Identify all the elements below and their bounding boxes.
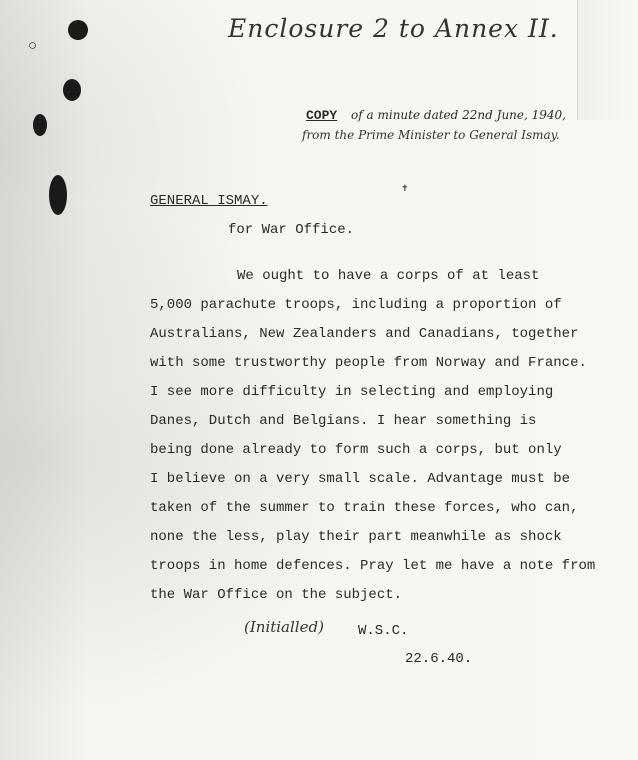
memo-addressee: GENERAL ISMAY. [150, 193, 268, 209]
punch-hole [68, 20, 88, 40]
copy-note-line2: from the Prime Minister to General Ismay. [302, 128, 560, 142]
paper-edge-fold [577, 0, 638, 120]
enclosure-annotation: Enclosure 2 to Annex II. [228, 14, 559, 43]
memo-body [150, 262, 595, 610]
body-line: taken of the summer to train these forces, who can, [150, 500, 579, 516]
punch-holes [0, 0, 120, 240]
punch-hole [63, 79, 81, 101]
body-line: being done already to form such a corps, but only [150, 442, 562, 458]
body-line: I see more difficulty in selecting and employing [150, 384, 554, 400]
tick-mark: ✝ [402, 184, 409, 195]
punch-hole [49, 175, 67, 215]
initialled-note: (Initialled) [244, 618, 324, 636]
memo-for-line: for War Office. [228, 222, 355, 238]
signature-initials: W.S.C. [358, 623, 409, 639]
body-line: with some trustworthy people from Norway and France. [150, 355, 587, 371]
body-line: Danes, Dutch and Belgians. I hear something is [150, 413, 537, 429]
memo-date: 22.6.40. [405, 651, 473, 667]
body-line: the War Office on the subject. [150, 587, 403, 603]
body-line: troops in home defences. Pray let me have a note from [150, 558, 596, 574]
copy-label: COPY [306, 108, 338, 123]
copy-note-line1: of a minute dated 22nd June, 1940, [351, 108, 566, 122]
body-line: 5,000 parachute troops, including a proportion of [150, 297, 562, 313]
body-line: Australians, New Zealanders and Canadians, together [150, 326, 579, 342]
body-line: We ought to have a corps of at least [237, 268, 540, 284]
punch-hole [33, 114, 47, 136]
copy-line [306, 108, 566, 123]
body-line: none the less, play their part meanwhile as shock [150, 529, 562, 545]
body-line: I believe on a very small scale. Advantage must be [150, 471, 571, 487]
circle-mark: ○ [28, 38, 38, 55]
